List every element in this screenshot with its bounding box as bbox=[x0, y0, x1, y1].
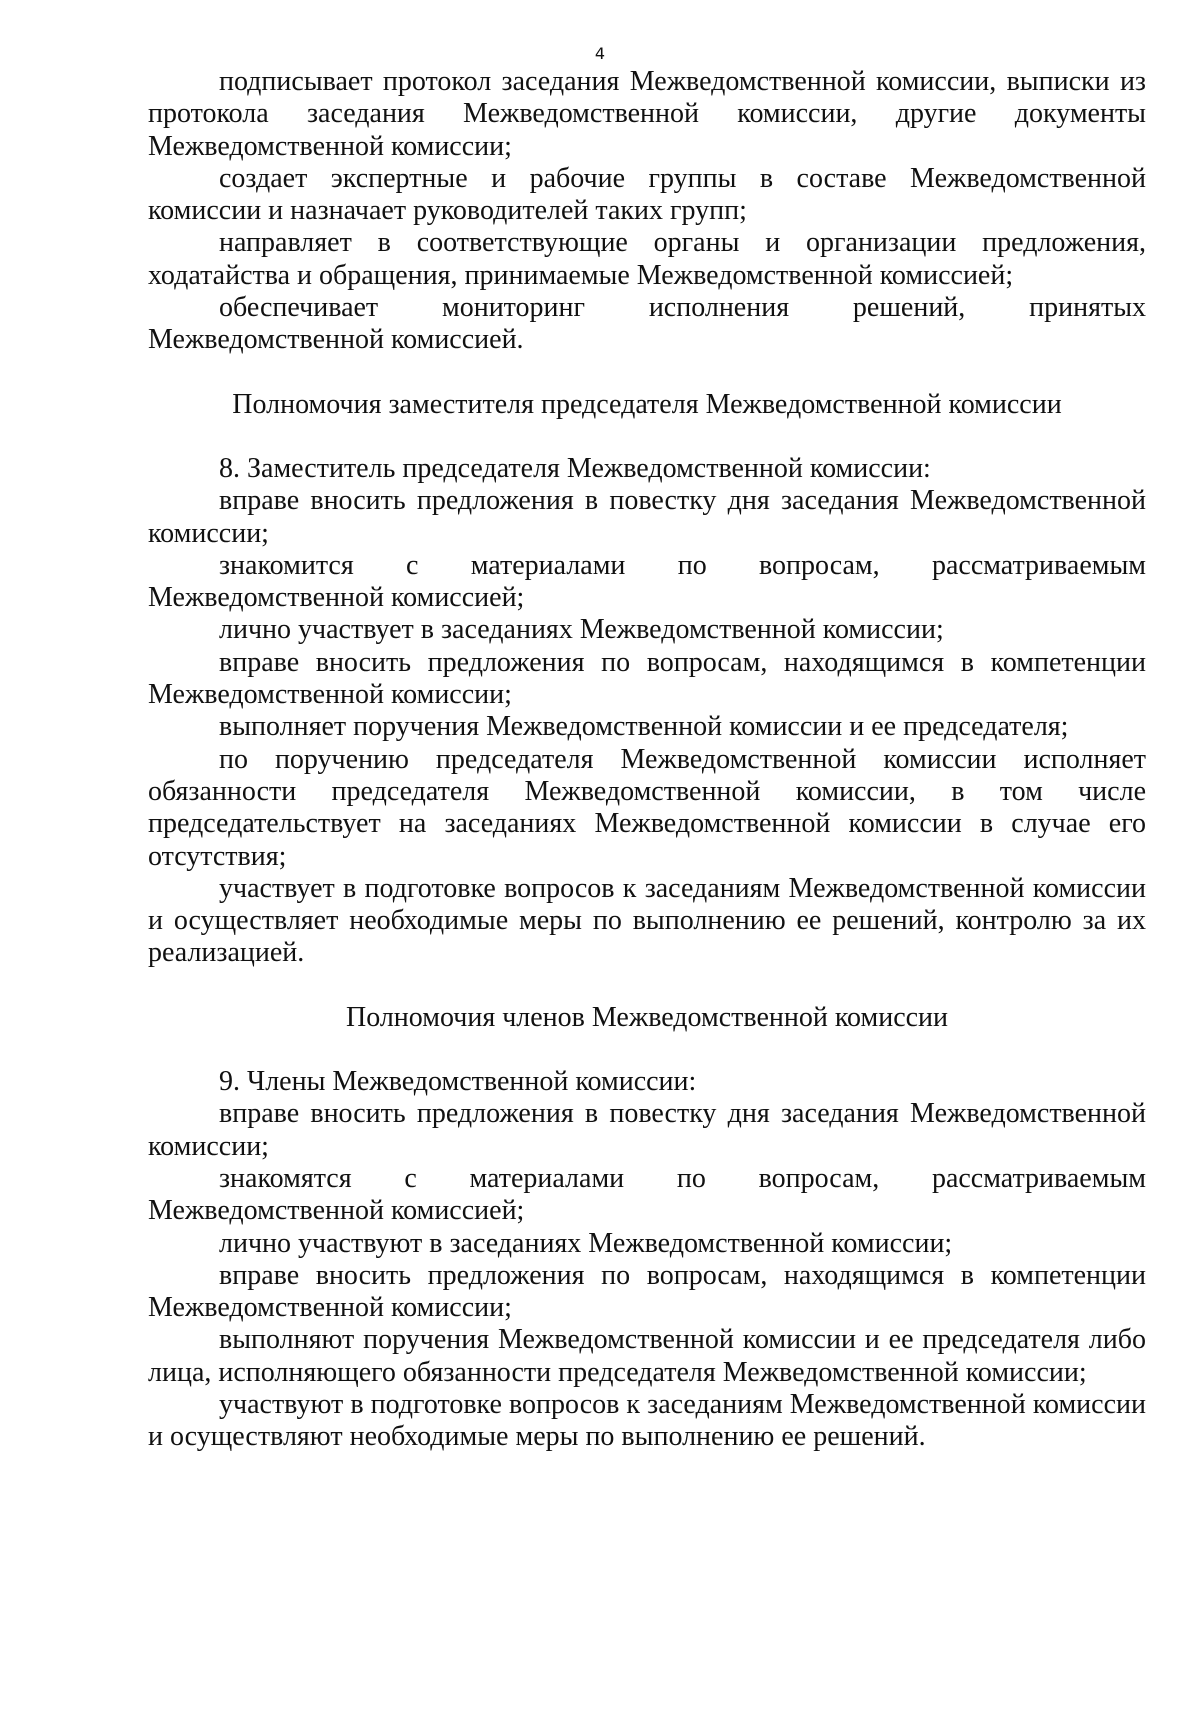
paragraph: обеспечивает мониторинг исполнения решений, принятых Межведомственной комиссией. bbox=[148, 292, 1146, 356]
section-heading-deputy: Полномочия заместителя председателя Межведомственной комиссии bbox=[232, 388, 1062, 420]
section-lead: 9. Члены Межведомственной комиссии: bbox=[219, 1066, 697, 1098]
list-item: лично участвуют в заседаниях Межведомственной комиссии; bbox=[219, 1227, 953, 1259]
paragraph: направляет в соответствующие органы и организации предложения, ходатайства и обращения, принимаемые Межведомственной комиссией; bbox=[148, 227, 1146, 291]
list-item: по поручению председателя Межведомственной комиссии исполняет обязанности председателя Межведомственной комиссии, в том числе председательствует на заседаниях Межведомственной комиссии в случае его отсутствия; bbox=[148, 743, 1146, 872]
list-item: вправе вносить предложения по вопросам, находящимся в компетенции Межведомственной комиссии; bbox=[148, 1259, 1146, 1324]
list-item: участвует в подготовке вопросов к заседаниям Межведомственной комиссии и осуществляет необходимые меры по выполнению ее решений, контролю за их реализацией. bbox=[148, 872, 1146, 969]
section-lead: 8. Заместитель председателя Межведомственной комиссии: bbox=[219, 452, 931, 484]
list-item: знакомятся с материалами по вопросам, рассматриваемым Межведомственной комиссией; bbox=[148, 1162, 1146, 1227]
document-body bbox=[148, 66, 1146, 1454]
paragraph: создает экспертные и рабочие группы в составе Межведомственной комиссии и назначает руководителей таких групп; bbox=[148, 162, 1146, 227]
list-item: вправе вносить предложения по вопросам, находящимся в компетенции Межведомственной комиссии; bbox=[148, 646, 1146, 711]
list-item: участвуют в подготовке вопросов к заседаниям Межведомственной комиссии и осуществляют необходимые меры по выполнению ее решений. bbox=[148, 1388, 1146, 1453]
list-item: знакомится с материалами по вопросам, рассматриваемым Межведомственной комиссией; bbox=[148, 549, 1146, 614]
list-item: выполняет поручения Межведомственной комиссии и ее председателя; bbox=[219, 711, 1069, 743]
paragraph: подписывает протокол заседания Межведомственной комиссии, выписки из протокола заседания Межведомственной комиссии, другие документы Межведомственной комиссии; bbox=[148, 66, 1146, 162]
list-item: вправе вносить предложения в повестку дня заседания Межведомственной комиссии; bbox=[148, 485, 1146, 549]
section-heading-members: Полномочия членов Межведомственной комиссии bbox=[345, 1001, 949, 1033]
list-item: выполняют поручения Межведомственной комиссии и ее председателя либо лица, исполняющего обязанности председателя Межведомственной комиссии; bbox=[148, 1324, 1146, 1388]
page-number: 4 bbox=[594, 44, 606, 63]
list-item: лично участвует в заседаниях Межведомственной комиссии; bbox=[219, 614, 944, 646]
list-item: вправе вносить предложения в повестку дня заседания Межведомственной комиссии; bbox=[148, 1098, 1146, 1162]
